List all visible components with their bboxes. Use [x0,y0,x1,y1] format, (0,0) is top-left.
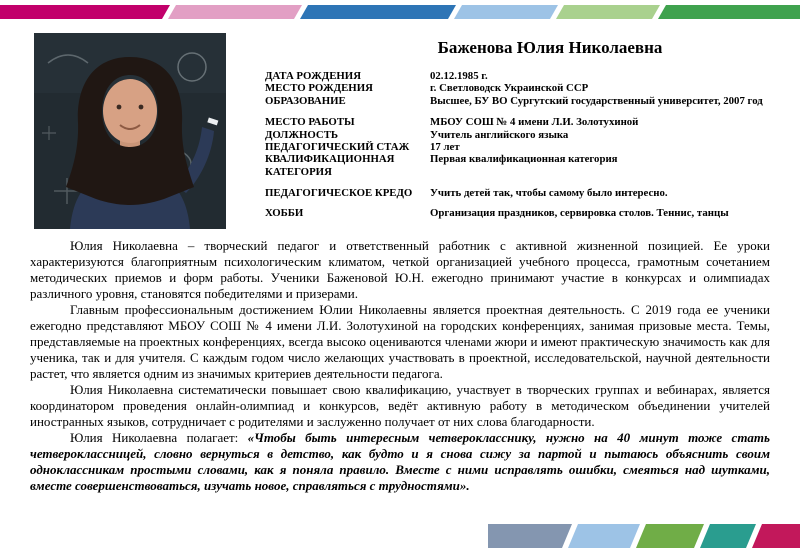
ribbon-segment [700,524,756,548]
detail-row [265,82,795,94]
detail-label: ОБРАЗОВАНИЕ [265,94,346,107]
top-ribbon [0,5,800,19]
detail-label: ХОББИ [265,206,304,219]
ribbon-segment [636,524,704,548]
bio-paragraph-3: Юлия Николаевна систематически повышает свою квалификацию, участвует в творческих группах и вебинарах, является координатором проведения онлайн-олимпиад и конкурсов, ведёт активную работу в методическом объединении учителей иностранных языков, сотрудничает с родителями и заслуженно получает от них слова благодарности. [30,382,770,429]
ribbon-segment [752,524,800,548]
ribbon-segment [556,5,660,19]
portrait-illustration [34,33,226,229]
bottom-ribbon-graphic [488,524,800,548]
details-table [265,70,795,219]
detail-value: Первая квалификационная категория [430,153,618,166]
detail-label: МЕСТО РАБОТЫ [265,116,355,129]
detail-row [265,207,795,219]
detail-row [265,187,795,199]
detail-row [265,153,795,178]
bio-paragraph-1: Юлия Николаевна – творческий педагог и ответственный работник с активной жизненной позицией. Ее уроки характеризуются благоприятным психологическим климатом, четкой организацией учебного процесса, грамотным сочетанием методических приемов и форм работы. Ученики Баженовой Ю.Н. ежегодно принимают участие в конкурсах и олимпиадах различного уровня, становятся победителями и призерами. [30,238,770,301]
detail-value: Учитель английского языка [430,128,569,141]
quote-intro: Юлия Николаевна полагает: [70,430,248,445]
detail-value: МБОУ СОШ № 4 имени Л.И. Золотухиной [430,116,639,129]
detail-label: КВАЛИФИКАЦИОННАЯ КАТЕГОРИЯ [265,153,395,178]
detail-value: Учить детей так, чтобы самому было интересно. [430,187,668,200]
bottom-ribbon [488,524,800,548]
bio-paragraph-2: Главным профессиональным достижением Юлии Николаевны является проектная деятельность. С 2019 года ее ученики ежегодно представляют МБОУ СОШ № 4 имени Л.И. Золотухиной на городских конференциях, занимая призовые места. Темы, представляемые на проектных конференциях, всегда высоко оцениваются членами жюри и имеют практическую значимость как для ученика, так и для учителя. С каждым годом число желающих участвовать в проектной, исследовательской, научной деятельности растет, что является одним из значимых критериев деятельности педагога. [30,302,770,381]
bio-section [30,238,770,494]
detail-label: ДОЛЖНОСТЬ [265,128,339,141]
ribbon-segment [454,5,558,19]
quote-text: «Чтобы быть интересным четверокласснику, нужно на 40 минут тоже стать четвероклассницей, словно вернуться в детство, как будто и я снова сижу за партой и пытаюсь объяснить своим одноклассникам простыми словами, как я поняла правило. Вместе с ними исправлять ошибки, смеяться над шутками, вместе совершенствоваться, изучать новое, справляться с трудностями». [30,430,770,493]
detail-value: г. Светловодск Украинской ССР [430,82,589,95]
detail-row [265,141,795,153]
page-title: Баженова Юлия Николаевна [437,38,663,57]
detail-label: ПЕДАГОГИЧЕСКОЕ КРЕДО [265,187,413,200]
detail-row [265,70,795,82]
ribbon-segment [0,5,170,19]
detail-label: ПЕДАГОГИЧЕСКИЙ СТАЖ [265,141,410,154]
ribbon-segment [488,524,572,548]
detail-value: 02.12.1985 г. [430,70,488,82]
detail-row [265,116,795,128]
detail-label: ДАТА РОЖДЕНИЯ [265,70,361,82]
detail-row [265,95,795,107]
ribbon-segment [168,5,302,19]
portrait-photo [34,33,226,229]
top-ribbon-graphic [0,5,800,19]
ribbon-segment [658,5,800,19]
ribbon-segment [568,524,640,548]
detail-value: Организация праздников, сервировка столов. Теннис, танцы [430,206,729,219]
detail-label: МЕСТО РОЖДЕНИЯ [265,82,373,95]
ribbon-segment [300,5,456,19]
detail-row [265,129,795,141]
detail-value: 17 лет [430,141,460,154]
bio-paragraph-quote [30,430,770,494]
detail-value: Высшее, БУ ВО Сургутский государственный университет, 2007 год [430,94,763,107]
